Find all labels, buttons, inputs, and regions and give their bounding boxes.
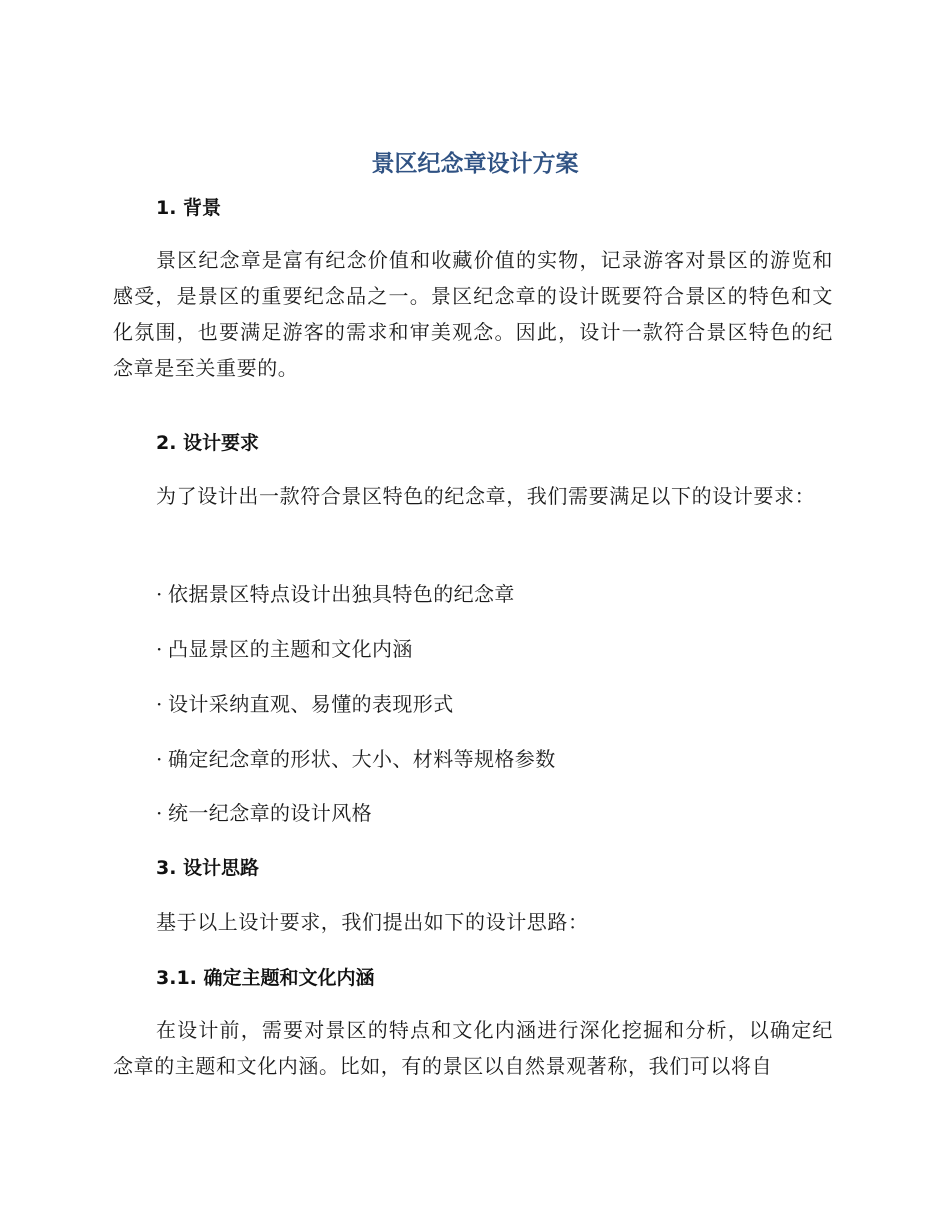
bullet-marker: ·: [156, 801, 163, 825]
list-item-text: 设计采纳直观、易懂的表现形式: [168, 692, 454, 716]
bullet-marker: ·: [156, 692, 163, 716]
section-heading-theme: 3.1. 确定主题和文化内涵: [156, 967, 375, 989]
list-item-text: 依据景区特点设计出独具特色的纪念章: [168, 582, 515, 606]
section-heading-requirements: 2. 设计要求: [156, 432, 260, 454]
bullet-marker: ·: [156, 747, 163, 771]
section-paragraph-approach: 基于以上设计要求，我们提出如下的设计思路：: [156, 910, 589, 934]
list-item: [156, 635, 413, 663]
list-item: [156, 690, 454, 718]
list-item-text: 确定纪念章的形状、大小、材料等规格参数: [168, 747, 556, 771]
section-heading-background: 1. 背景: [156, 197, 222, 219]
document-title: 景区纪念章设计方案: [371, 151, 579, 177]
section-heading-approach: 3. 设计思路: [156, 857, 260, 879]
bullet-marker: ·: [156, 582, 163, 606]
list-item: [156, 580, 515, 608]
list-item-text: 凸显景区的主题和文化内涵: [168, 637, 413, 661]
section-paragraph-requirements: 为了设计出一款符合景区特色的纪念章，我们需要满足以下的设计要求：: [156, 484, 816, 508]
list-item-text: 统一纪念章的设计风格: [168, 801, 372, 825]
bullet-marker: ·: [156, 637, 163, 661]
section-paragraph-theme: 在设计前，需要对景区的特点和文化内涵进行深化挖掘和分析，以确定纪念章的主题和文化内涵。比如，有的景区以自然景观著称，我们可以将自: [113, 1018, 833, 1078]
section-paragraph-background: 景区纪念章是富有纪念价值和收藏价值的实物，记录游客对景区的游览和感受，是景区的重要纪念品之一。景区纪念章的设计既要符合景区的特色和文化氛围，也要满足游客的需求和审美观念。因此，设计一款符合景区特色的纪念章是至关重要的。: [113, 248, 833, 380]
list-item: [156, 799, 372, 827]
list-item: [156, 745, 556, 773]
